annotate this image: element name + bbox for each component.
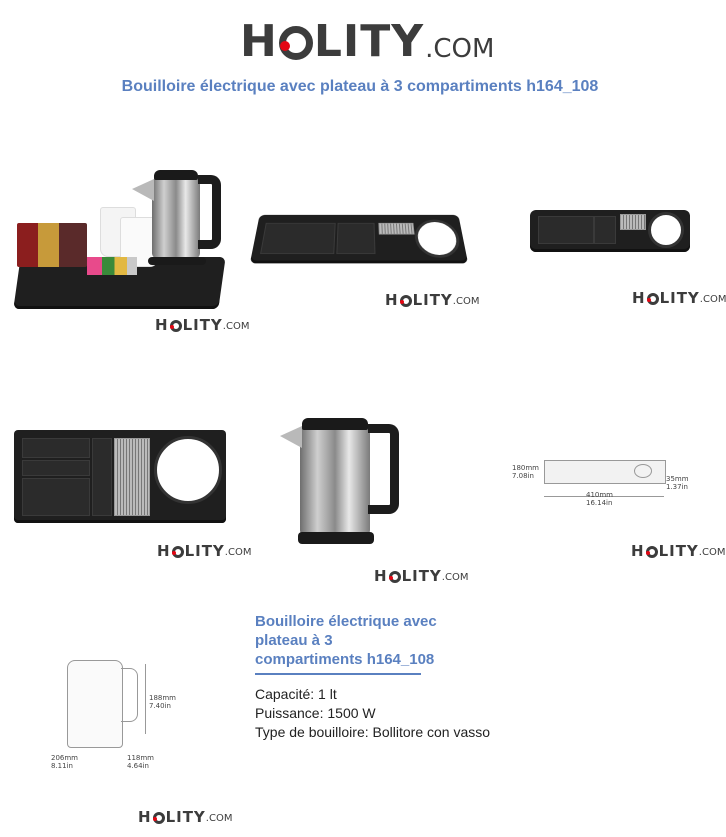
kettle-lid: [302, 418, 368, 430]
dim-height: 35mm: [666, 475, 689, 483]
dim-height-in: 1.37in: [666, 483, 688, 491]
kettle-outline-handle: [121, 668, 138, 722]
dim-kettle-depth: 118mm: [127, 754, 154, 762]
tray-compartment-1: [22, 438, 90, 458]
watermark-suffix: .COM: [698, 547, 726, 558]
page-title: Bouilloire électrique avec plateau à 3 compartiments h164_108: [121, 78, 599, 95]
tray-compartment-middle: [594, 216, 616, 244]
product-image-tray-angled[interactable]: [255, 210, 465, 270]
dim-width-in: 16.14in: [586, 499, 613, 507]
holity-watermark-4: H LITY .COM: [157, 542, 252, 560]
holity-watermark-7: H LITY .COM: [138, 808, 233, 826]
watermark-suffix: .COM: [452, 296, 480, 307]
watermark-o-icon: [172, 546, 184, 558]
dim-kettle-width: 206mm: [51, 754, 78, 762]
kettle-lid: [154, 170, 198, 180]
watermark-suffix: .COM: [222, 321, 250, 332]
kettle-body: [300, 424, 370, 536]
spec-list: [255, 685, 495, 742]
watermark-o-icon: [153, 812, 165, 824]
spec-kettle-type: [255, 723, 495, 742]
product-image-tray-set[interactable]: [12, 165, 227, 315]
tray-drip-grid: [114, 438, 150, 516]
product-image-tray-dimensions[interactable]: [510, 455, 690, 510]
title-underline: [255, 673, 421, 675]
logo-suffix: .COM: [425, 34, 495, 64]
tray-compartment-2: [22, 460, 90, 476]
product-title-line-2: plateau à 3: [255, 632, 333, 649]
sachets: [87, 257, 137, 275]
tea-boxes: [17, 223, 87, 267]
kettle-outline-body: [67, 660, 123, 748]
spec-value: Bollitore con vasso: [372, 724, 491, 740]
spec-value: 1500 W: [327, 705, 376, 721]
dim-kettle-height-in: 7.40in: [149, 702, 171, 710]
dim-kettle-height: 188mm: [149, 694, 176, 702]
spec-label: Capacité:: [255, 686, 315, 702]
tray-drip-grid: [378, 223, 414, 235]
spec-capacity: [255, 685, 495, 704]
spec-value: 1 lt: [318, 686, 337, 702]
watermark-o-icon: [400, 295, 412, 307]
holity-watermark-2: H LITY .COM: [385, 291, 480, 309]
product-title-line-3: compartiments h164_108: [255, 651, 435, 668]
holity-watermark-5: H LITY .COM: [374, 567, 469, 585]
product-image-kettle-dimensions[interactable]: [45, 650, 185, 775]
product-image-kettle[interactable]: [280, 416, 405, 546]
tray-outline-hole: [634, 464, 652, 478]
dim-height-line: [145, 664, 146, 734]
holity-logo[interactable]: [240, 16, 495, 67]
kettle-spout: [280, 426, 302, 448]
tray-compartment-middle: [336, 223, 375, 254]
spec-label: Puissance:: [255, 705, 324, 721]
product-description: [255, 612, 495, 742]
watermark-suffix: .COM: [441, 572, 469, 583]
kettle-spout: [132, 179, 154, 201]
dim-depth-in: 7.08in: [512, 472, 534, 480]
kettle-base: [298, 532, 374, 544]
watermark-o-icon: [389, 571, 401, 583]
product-image-tray-top[interactable]: [14, 430, 226, 523]
watermark-o-icon: [647, 293, 659, 305]
kettle-base: [148, 257, 206, 265]
kettle-handle: [368, 424, 399, 514]
watermark-o-icon: [646, 546, 658, 558]
dim-kettle-depth-in: 4.64in: [127, 762, 149, 770]
tray-shape: [250, 215, 468, 264]
dim-width: 410mm: [586, 491, 613, 499]
tray-kettle-hole: [648, 212, 684, 248]
holity-watermark-1: H LITY .COM: [155, 316, 250, 334]
dim-kettle-width-in: 8.11in: [51, 762, 73, 770]
holity-watermark-6: H LITY .COM: [631, 542, 726, 560]
kettle-handle: [198, 175, 221, 249]
watermark-suffix: .COM: [205, 813, 233, 824]
product-title-line-1: Bouilloire électrique avec: [255, 613, 437, 630]
product-image-tray-small[interactable]: [530, 210, 690, 252]
tray-compartment-3: [22, 478, 90, 516]
holity-watermark-3: H LITY .COM: [632, 289, 726, 307]
watermark-o-icon: [170, 320, 182, 332]
dim-depth: 180mm: [512, 464, 539, 472]
tray-compartment-4: [92, 438, 112, 516]
tray-compartment-utensils: [260, 223, 336, 254]
watermark-suffix: .COM: [699, 294, 726, 305]
spec-power: [255, 704, 495, 723]
logo-text-lity: LITY: [313, 16, 425, 67]
logo-letter-h: H: [240, 16, 278, 67]
tray-kettle-hole: [413, 220, 463, 258]
kettle-body: [152, 175, 200, 259]
logo-o-icon: [279, 26, 313, 60]
spec-label: Type de bouilloire:: [255, 724, 369, 740]
tray-kettle-hole: [154, 436, 222, 504]
tray-drip-grid: [620, 214, 646, 230]
tray-compartment-utensils: [538, 216, 594, 244]
watermark-suffix: .COM: [224, 547, 252, 558]
product-title: [255, 612, 495, 669]
